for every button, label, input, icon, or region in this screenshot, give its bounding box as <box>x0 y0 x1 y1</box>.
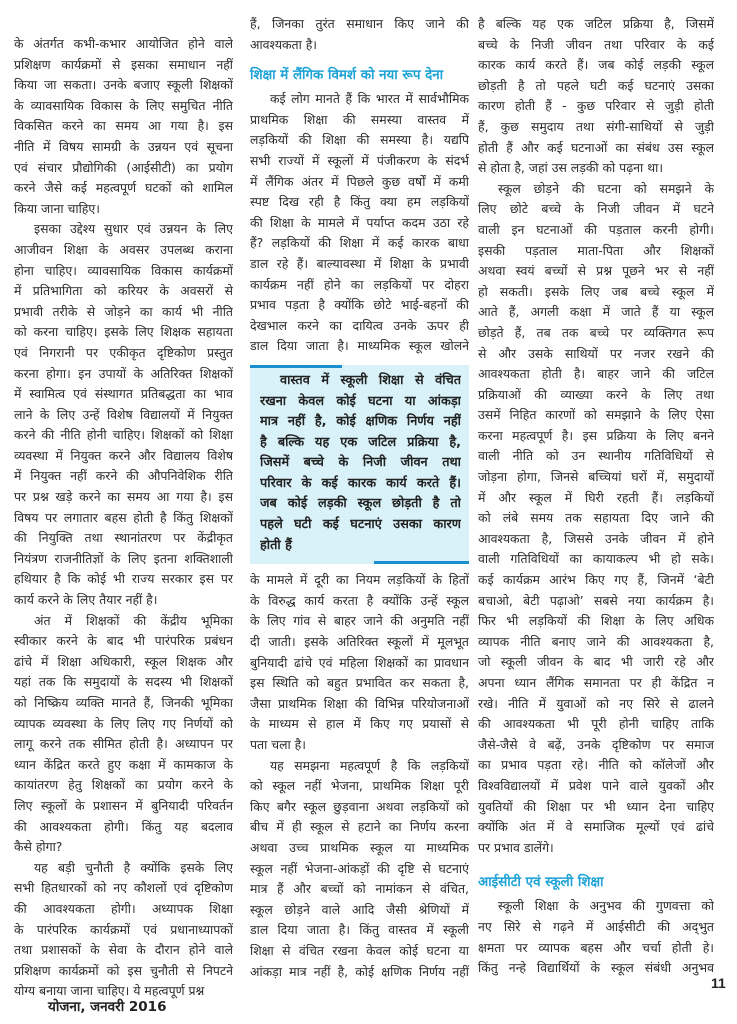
text-line: यह समझना महत्वपूर्ण है कि लड़कियों <box>270 757 469 773</box>
text-line: के लिए गांव से बाहर जाने की अनुमति नहीं <box>250 613 469 629</box>
text-line: प्रक्रियाओं की व्याख्या करने के लिए तथा <box>478 386 714 402</box>
text-line: पर प्रभाव डालेंगे। <box>478 839 554 855</box>
text-line: रखना केवल कोई घटना या आंकड़ा <box>260 393 461 409</box>
text-line: करना होगा। इन उपायों के अतिरिक्त शिक्षकों <box>14 365 233 381</box>
column-2-intro <box>250 14 469 55</box>
text-line: वास्तव में स्कूली शिक्षा से वंचित <box>280 372 461 388</box>
text-line: आवश्यकता है, जिससे उनके जीवन में होने <box>478 530 714 546</box>
text-line: डाल रहे हैं। बाल्यावस्था में शिक्षा के प्रभावी <box>250 255 469 271</box>
column-3 <box>478 14 714 979</box>
text-line: जो स्कूली जीवन के बाद भी जारी रहे और <box>478 654 714 670</box>
text-line: का प्रभाव पड़ता रहे। नीति को कॉलेजों और <box>478 757 714 773</box>
column-2-body-after-callout <box>250 570 469 982</box>
text-line: व्यवस्था में नियुक्त करने और विद्यालय विशेष <box>14 447 233 463</box>
text-line: की नियुक्ति तथा स्थानांतरण पर केंद्रीकृत <box>14 530 233 546</box>
text-line: वाली गतिविधियों का कायाकल्प भी हो सके। <box>478 551 714 567</box>
text-line: करने की नीति होनी चाहिए। शिक्षकों को शिक्षा <box>14 427 233 443</box>
text-line: युवतियों की शिक्षा पर भी ध्यान देना चाहिए <box>478 798 714 814</box>
text-line: वाली नीति को उन स्थानीय गतिविधियों से <box>478 448 714 464</box>
text-line: नियंत्रण राजनीतिज्ञों के लिए इतना शक्तिशाली <box>14 550 233 566</box>
text-line: क्योंकि अंत में वे समाजिक मूल्यों एवं ढांचे <box>478 819 714 835</box>
text-line: एवं संचार प्रौद्योगिकी (आईसीटी) का प्रयोग <box>14 159 233 175</box>
text-line: को निष्क्रिय व्यक्ति मानते हैं, जिनकी भूमिका <box>14 695 233 710</box>
text-line: कई कार्यक्रम आरंभ किए गए हैं, जिनमें ‘बेटी <box>478 572 714 588</box>
text-line: की शिक्षा के मामले में पर्याप्त कदम उठा रहे <box>250 214 469 230</box>
text-line: देखभाल करने का दायित्व उनके ऊपर ही <box>250 317 469 333</box>
text-line: कारण होती हैं - कुछ परिवार से जुड़ी होती <box>478 98 714 114</box>
text-line: बुनियादी ढांचे एवं महिला शिक्षकों का प्रावधान <box>250 654 469 670</box>
section-heading-ict: आईसीटी एवं स्कूली शिक्षा <box>478 875 604 891</box>
text-line: विश्वविद्यालयों में प्रवेश पाने वाले युवकों और <box>478 777 714 793</box>
text-line: कारक कार्य करते हैं। जब कोई लड़की स्कूल <box>478 57 714 73</box>
text-line: अथवा उच्च प्राथमिक स्कूल या माध्यमिक <box>250 839 469 855</box>
text-line: प्रशिक्षण कार्यक्रमों से इसका समाधान नहीं <box>14 56 233 72</box>
text-line: नीति में विषय सामग्री के उन्नयन एवं सूचना <box>14 138 233 154</box>
text-line: कई लोग मानते हैं कि भारत में सार्वभौमिक <box>270 91 469 107</box>
text-line: आवश्यकता है। <box>250 36 318 52</box>
text-line: स्कूल नहीं भेजना-आंकड़ों की दृष्टि से घटनाएं <box>250 860 469 876</box>
text-line: में और स्कूल में घिरी रहती हैं। लड़कियों <box>478 489 714 505</box>
text-line: रखे। नीति में युवाओं को नए सिरे से ढालने <box>478 695 714 711</box>
text-line: में स्वामित्व एवं संस्थागत प्रतिबद्धता का भाव <box>14 386 233 402</box>
pull-quote-callout <box>250 365 469 564</box>
text-line: किया जाना चाहिए। <box>14 200 100 216</box>
text-line: अंत में शिक्षकों की केंद्रीय भूमिका <box>34 612 233 628</box>
text-line: ध्यान केंद्रित करते हुए कक्षा में कामकाज के <box>14 756 233 772</box>
text-line: शिक्षा से वंचित रखना केवल कोई घटना या <box>250 942 469 958</box>
column-3-body-after-heading <box>478 896 714 978</box>
text-line: जैसा प्राथमिक शिक्षा की विभिन्न परियोजनाओं <box>250 695 469 711</box>
text-line: जैसे-जैसे वे बढ़ें, उनके दृष्टिकोण पर समाज <box>478 736 714 752</box>
text-line: हथियार है कि कोई भी राज्य सरकार इस पर <box>14 571 233 587</box>
column-2-body-before-callout <box>250 89 469 357</box>
text-line: बचाओ, बेटी पढ़ाओ’ सबसे नया कार्यक्रम है। <box>478 592 714 608</box>
text-line: तथा प्रशासकों के सेवा के दौरान होने वाले <box>14 942 233 958</box>
text-line: इसका उद्देश्य सुधार एवं उन्नयन के लिए <box>34 221 233 237</box>
text-line: है बल्कि यह एक जटिल प्रक्रिया है, <box>260 434 461 450</box>
text-line: पर प्रश्न खड़े करने का समय आ गया है। इस <box>14 489 233 505</box>
text-line: स्कूल छोड़ने की घटना को समझने के <box>498 180 714 196</box>
callout-bottom-rule <box>374 561 469 564</box>
text-line: में प्रतिभागिता को करियर के अवसरों से <box>14 283 233 299</box>
callout-text <box>260 371 461 556</box>
text-line: जब कोई लड़की स्कूल छोड़ती है तो <box>260 496 461 512</box>
text-line: स्वीकार करने के बाद भी पारंपरिक प्रबंधन <box>14 633 233 649</box>
text-line: दी जाती। इसके अतिरिक्त स्कूलों में मूलभूत <box>250 634 469 650</box>
text-line: स्कूल छोड़ने वाले आदि जैसी श्रेणियों में <box>250 901 469 917</box>
text-line: हैं, कुछ समुदाय तथा संगी-साथियों से जुड़ी <box>478 118 714 134</box>
text-line: में नियुक्त नहीं करने की औपनिवेशिक रीति <box>14 468 233 484</box>
callout-top-rule <box>250 365 342 368</box>
text-line: किंतु नन्हे विद्यार्थियों के स्कूल संबंधी अनुभव <box>478 960 714 976</box>
text-line: नए सिरे से गढ़ने में आईसीटी की अद्‌भुत <box>478 918 714 934</box>
text-line: को करना चाहिए। इसके लिए शिक्षक सहायता <box>14 324 233 340</box>
text-line: है बल्कि यह एक जटिल प्रक्रिया है, जिसमें <box>478 16 714 31</box>
text-line: से होता है, जहां उस लड़की को पढ़ना था। <box>478 160 664 176</box>
text-line: अथवा स्वयं बच्चों से प्रश्न पूछने भर से नहीं <box>478 263 714 279</box>
text-line: प्रशिक्षण कार्यक्रमों को इस चुनौती से निपटने <box>14 962 233 978</box>
text-line: के अंतर्गत कभी-कभार आयोजित होने वाले <box>14 36 233 51</box>
text-line: इसकी पड़ताल माता-पिता और शिक्षकों <box>478 242 714 258</box>
text-line: किया जा सकता। उनके बजाए स्कूली शिक्षकों <box>14 77 233 93</box>
text-line: आवश्यकता होती है। बाहर जाने की जटिल <box>478 366 714 382</box>
text-line: उसमें निहित कारणों को समझाने के लिए ऐसा <box>478 407 714 423</box>
text-line: किए बगैर स्कूल छुड़वाना अथवा लड़कियों को <box>250 798 469 814</box>
text-line: होती हैं <box>260 537 292 553</box>
text-line: एवं निगरानी पर एकीकृत दृष्टिकोण प्रस्तुत <box>14 344 233 360</box>
text-line: पहले घटी कई घटनाएं उसका कारण <box>260 517 461 533</box>
text-line: हो सकती। इसके लिए जब बच्चे स्कूल में <box>478 283 714 299</box>
text-line: परिवार के कई कारक कार्य करते हैं। <box>260 475 461 491</box>
text-line: को लंबे समय तक सहायता दिए जाने की <box>478 510 714 526</box>
text-line: वाली इन घटनाओं की पड़ताल करनी होगी। <box>478 221 714 237</box>
text-line: होना चाहिए। व्यावसायिक विकास कार्यक्रमों <box>14 262 233 278</box>
text-line: बच्चे के निजी जीवन तथा परिवार के कई <box>478 36 714 52</box>
text-line: प्राथमिक शिक्षा की समस्या वास्तव में <box>250 111 469 127</box>
text-line: हैं, जिनका तुरंत समाधान किए जाने की <box>250 16 469 31</box>
text-line: जिसमें बच्चे के निजी जीवन तथा <box>260 455 461 471</box>
text-line: विषय पर लगातार बहस होती है किंतु शिक्षकों <box>14 509 233 525</box>
text-line: में लैंगिक अंतर में पिछले कुछ वर्षों में कमी <box>250 173 469 189</box>
text-line: मात्र हैं और बच्चों को नामांकन से वंचित, <box>250 881 469 897</box>
text-line: कायांतरण हेतु शिक्षकों का प्रयोग करने के <box>14 777 233 793</box>
text-line: व्यापक नीति बनाए जाने की आवश्यकता है, <box>478 633 714 649</box>
text-line: जोड़ना होगा, जिनसे बच्चियां घरों में, समुदायों <box>478 469 714 485</box>
text-line: सभी राज्यों में स्कूलों में पंजीकरण के संदर्भ <box>250 152 469 168</box>
text-line: हैं? लड़कियों की शिक्षा में कई कारक बाधा <box>250 235 469 251</box>
text-line: के मामले में दूरी का नियम लड़कियों के हितों <box>250 572 469 588</box>
text-line: आंकड़ा मात्र नहीं है, कोई क्षणिक निर्णय नहीं <box>250 963 469 979</box>
text-line: छोड़ते हैं, तब तक बच्चे पर व्यक्तिगत रूप <box>478 324 714 340</box>
text-line: आजीवन शिक्षा के अवसर उपलब्ध कराना <box>14 241 233 257</box>
text-line: डाल दिया जाता है। किंतु वास्तव में स्कूली <box>250 922 469 938</box>
text-line: प्रभाव पड़ता है क्योंकि छोटे भाई-बहनों की <box>250 297 469 313</box>
text-line: होती हैं और कई घटनाओं का संबंध उस स्कूल <box>478 139 714 155</box>
text-line: करने जैसे कई महत्वपूर्ण घटकों को शामिल <box>14 180 233 196</box>
text-line: ढांचे में शिक्षा अधिकारी, स्कूल शिक्षक और <box>14 653 233 669</box>
text-line: लाने के लिए उन्हें विशेष विद्यालयों में नियुक्त <box>14 406 233 422</box>
text-line: कैसे होगा? <box>14 839 63 855</box>
text-line: के पारंपरिक कार्यक्रमों एवं प्रधानाध्यापकों <box>14 921 233 937</box>
column-3-body <box>478 14 714 858</box>
text-line: विकसित करने का समय आ गया है। इस <box>14 118 233 134</box>
text-line: बीच में ही स्कूल से हटाने का निर्णय करना <box>250 819 469 835</box>
text-line: की आवश्यकता भी पूरी होनी चाहिए ताकि <box>478 716 714 732</box>
text-line: क्षमता पर व्यापक बहस और चर्चा होती हे। <box>478 939 714 955</box>
text-line: की आवश्यकता होगी। किंतु यह बदलाव <box>14 818 233 834</box>
text-line: लागू करने तक सीमित होती है। अध्यापन पर <box>14 736 233 752</box>
text-line: प्रभावी तरीके से जोड़ने का कार्य भी नीति <box>14 303 233 319</box>
text-line: व्यापक व्यवस्था के लिए लिए गए निर्णयों को <box>14 715 233 731</box>
text-line: अपना ध्यान लैंगिक समानता पर ही केंद्रित न <box>478 675 714 690</box>
text-line: लिए स्कूलों के प्रशासन में बुनियादी परिवर्तन <box>14 797 233 813</box>
text-line: से और उसके साथियों पर नजर रखने की <box>478 345 714 361</box>
text-line: यहां तक कि समुदायों के सदस्य भी शिक्षकों <box>14 674 233 690</box>
text-line: लड़कियों की शिक्षा की समस्या है। यद्यपि <box>250 132 469 148</box>
text-line: यह बड़ी चुनौती है क्योंकि इसके लिए <box>34 859 233 875</box>
text-line: फिर भी लड़कियों की शिक्षा के लिए अधिक <box>478 613 714 629</box>
text-line: स्पष्ट दिख रही है किंतु क्या हम लड़कियों <box>250 194 469 210</box>
text-line: योग्य बनाया जाना चाहिए। ये महत्वपूर्ण प्रश्न <box>14 983 205 999</box>
text-line: मात्र नहीं है, कोई क्षणिक निर्णय नहीं <box>260 414 461 430</box>
column-2 <box>250 14 469 982</box>
text-line: कार्य करने के लिए तैयार नहीं है। <box>14 592 158 608</box>
text-line: के व्यावसायिक विकास के लिए समुचित नीति <box>14 97 233 113</box>
column-1 <box>14 34 233 1002</box>
text-line: स्कूली शिक्षा के अनुभव की गुणवत्ता को <box>498 898 714 914</box>
text-line: सभी हितधारकों को नए कौशलों एवं दृष्टिकोण <box>14 880 233 896</box>
text-line: के माध्यम से हाल में किए गए प्रयासों से <box>250 716 469 732</box>
text-line: कार्यक्रम नहीं होने का लड़कियों पर दोहरा <box>250 276 469 292</box>
text-line: डाल दिया जाता है। माध्यमिक स्कूल खोलने <box>250 338 469 354</box>
text-line: छोड़ती है तो पहले घटी कई घटनाएं उसका <box>478 77 714 93</box>
text-line: पता चला है। <box>250 737 306 752</box>
publication-footer: योजना, जनवरी 2016 <box>48 999 167 1015</box>
text-line: करना महत्वपूर्ण है। इस प्रक्रिया के लिए बनने <box>478 427 714 443</box>
text-line: आते हैं, अगली कक्षा में जाते हैं या स्कूल <box>478 304 714 320</box>
text-line: इस स्थिति को बहुत प्रभावित कर सकता है, <box>250 675 469 691</box>
text-line: की आवश्यकता होगी। अध्यापक शिक्षा <box>14 900 233 916</box>
section-heading-gender-discourse: शिक्षा में लैंगिक विमर्श को नया रूप देना <box>250 68 444 84</box>
page-number: 11 <box>711 975 726 991</box>
text-line: के विरुद्ध कार्य करता है क्योंकि उन्हें स्कूल <box>250 592 469 608</box>
text-line: को स्कूल नहीं भेजना, प्राथमिक शिक्षा पूरी <box>250 778 469 794</box>
text-line: लिए छोटे बच्चे के निजी जीवन में घटने <box>478 201 714 217</box>
